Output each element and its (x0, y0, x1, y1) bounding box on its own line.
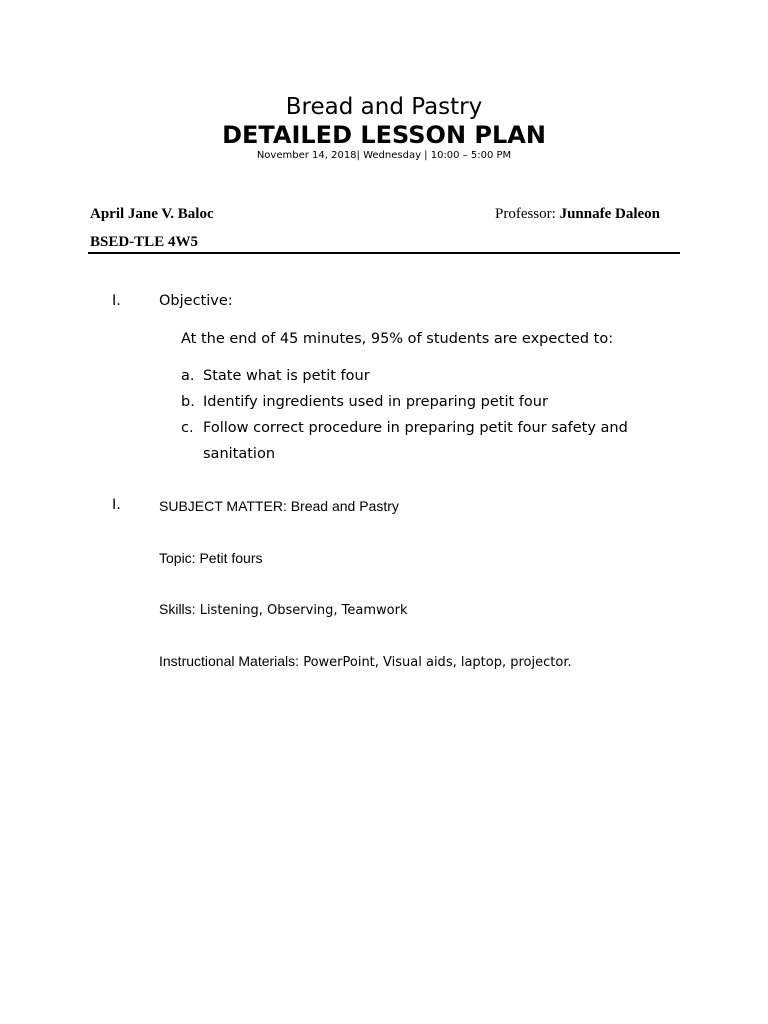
date-line: November 14, 2018| Wednesday | 10:00 – 5:00 PM (256, 150, 512, 161)
professor-name: Junnafe Daleon (559, 206, 660, 222)
materials-line (159, 654, 572, 669)
objective-item (181, 395, 548, 410)
materials-label: Instructional Materials: (159, 653, 300, 669)
section-number-objective: I. (112, 293, 121, 309)
document-title: Bread and Pastry (285, 94, 483, 120)
list-item-text: Follow correct procedure in preparing petit four safety and (203, 420, 628, 436)
objective-item-continued: sanitation (203, 446, 276, 462)
objective-item (181, 369, 370, 384)
professor-label: Professor: (494, 206, 556, 222)
objective-intro: At the end of 45 minutes, 95% of students are expected to: (181, 331, 614, 347)
skills-label: Skills: (159, 601, 196, 617)
professor-line (495, 207, 660, 222)
objective-heading: Objective: (159, 293, 233, 309)
topic-line: Topic: Petit fours (159, 550, 263, 566)
course-code: BSED-TLE 4W5 (90, 234, 198, 250)
section-number-subject: I. (112, 497, 121, 513)
list-marker: c. (181, 420, 194, 436)
list-item-text: Identify ingredients used in preparing petit four (203, 394, 548, 410)
subject-matter: SUBJECT MATTER: Bread and Pastry (159, 498, 399, 514)
author-name: April Jane V. Baloc (90, 206, 214, 222)
skills-value: Listening, Observing, Teamwork (195, 603, 408, 618)
materials-value: PowerPoint, Visual aids, laptop, projector. (299, 655, 572, 670)
document-subtitle: DETAILED LESSON PLAN (222, 121, 546, 149)
list-marker: a. (181, 368, 195, 384)
list-marker: b. (181, 394, 195, 410)
list-item-text: State what is petit four (203, 368, 370, 384)
header-divider (88, 252, 680, 254)
objective-item (181, 421, 628, 436)
skills-line (159, 602, 408, 617)
